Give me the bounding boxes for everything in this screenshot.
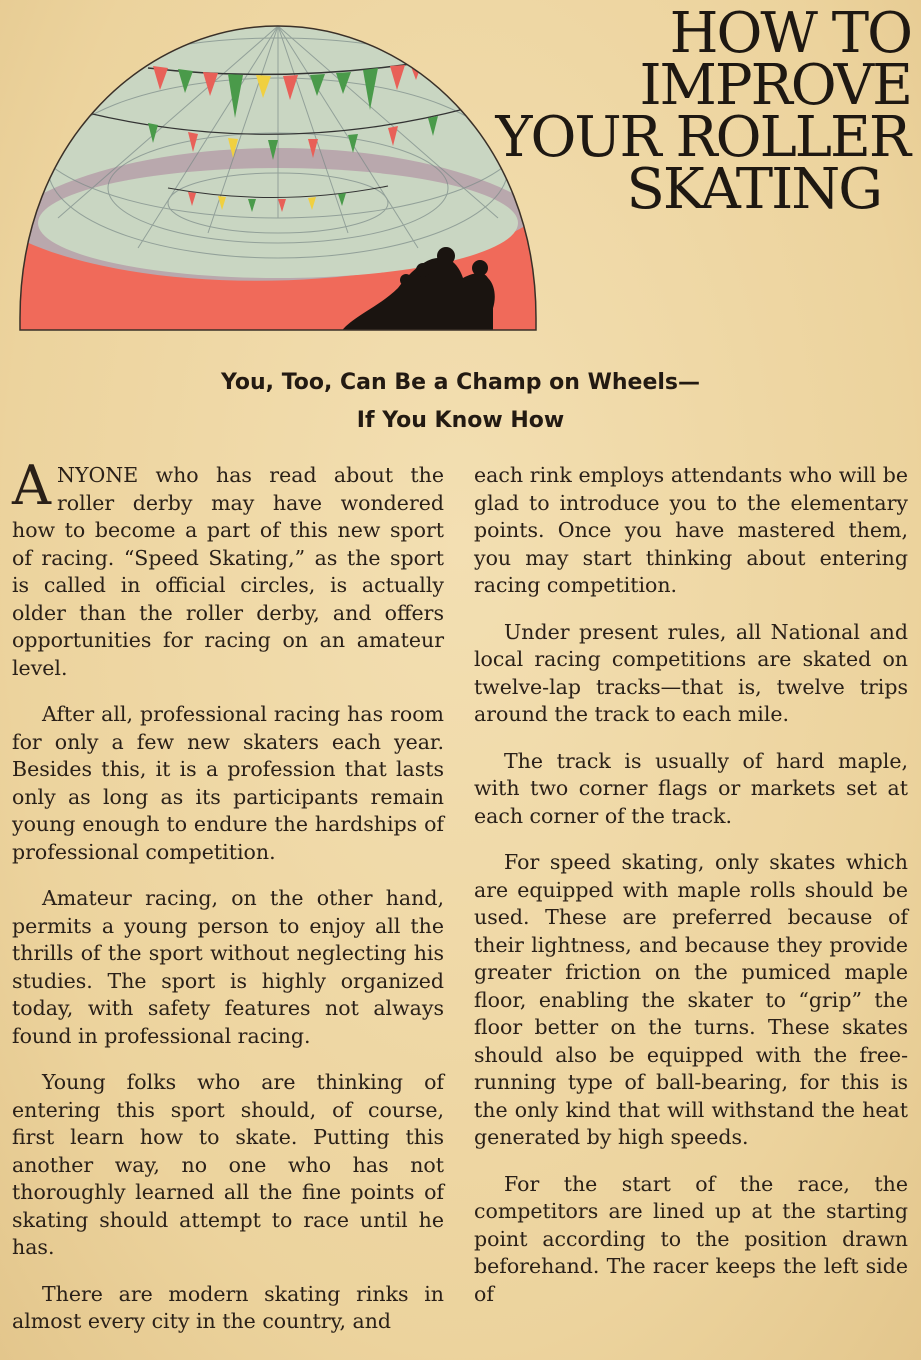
subtitle-line-2: If You Know How <box>356 408 565 433</box>
paragraph: Young folks who are thinking of entering this sport should, of course, first learn how to skate. Putting this another way, no one who has not thoroughly learned all the fine points of skating should attempt to race until he has. <box>12 1070 444 1259</box>
paragraph: For the start of the race, the competitors are lined up at the starting point according to the position drawn beforehand. The racer keeps the left side of <box>474 1171 908 1306</box>
drop-cap: A <box>12 454 51 517</box>
article-column-right <box>474 462 908 1327</box>
subtitle-line-1: You, Too, Can Be a Champ on Wheels— <box>220 370 701 395</box>
paragraph: The track is usually of hard maple, with two corner flags or markets set at each corner of the track. <box>474 748 908 828</box>
paragraph: ANYONE who has read about the roller derby may have wondered how to become a part of this new sport of racing. “Speed Skating,” as the sport is called in official circles, is actually older than the roller derby, and offers opportunities for racing on an amateur level. <box>12 454 444 680</box>
title-line-1: HOW TO IMPROVE <box>639 1 911 118</box>
paragraph: For speed skating, only skates which are equipped with maple rolls should be used. These are preferred because of their lightness, and because they provide greater friction on the pumiced maple floor, enabling the skater to “grip” the floor better on the turns. These skates should also be equipped with the free-running type of ball-bearing, for this is the only kind that will withstand the heat generated by high speeds. <box>474 850 908 1149</box>
title-line-3: SKATING <box>626 157 881 222</box>
paragraph: Amateur racing, on the other hand, permits a young person to enjoy all the thrills of the sport without neglecting his studies. The sport is highly organized today, with safety features not always found in professional racing. <box>12 886 444 1048</box>
article-title <box>441 1 911 222</box>
paragraph: There are modern skating rinks in almost every city in the country, and <box>12 1281 444 1333</box>
title-line-2: YOUR ROLLER <box>495 105 909 170</box>
paragraph: each rink employs attendants who will be glad to introduce you to the elementary points. Once you have mastered them, you may start thinking about entering racing competition. <box>474 463 908 597</box>
article-subtitle <box>0 364 921 440</box>
article-column-left <box>12 454 444 1355</box>
paragraph: Under present rules, all National and local racing competitions are skated on twelve-lap tracks—that is, twelve trips around the track to each mile. <box>474 619 908 726</box>
paragraph: After all, professional racing has room for only a few new skaters each year. Besides this, it is a profession that lasts only as long as its participants remain young enough to endure the hardships of professional competition. <box>12 702 444 864</box>
